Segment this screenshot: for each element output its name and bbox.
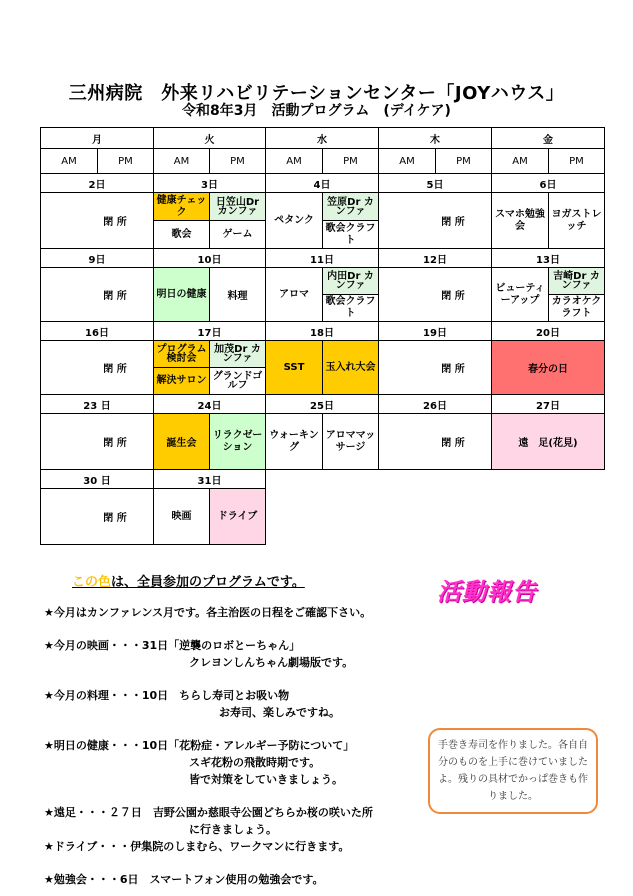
date-cell: 10日 (154, 249, 266, 268)
program-cell: アロママッサージ (323, 414, 379, 470)
note-line: ★今月の料理・・・10日 ちらし寿司とお吸い物 (44, 689, 290, 702)
program-cell: 玉入れ大会 (323, 341, 379, 395)
note-line: ★今月の映画・・・31日「逆襲のロボとーちゃん」 (44, 639, 301, 652)
program-cell: スマホ勉強会 (492, 193, 549, 249)
pm-label: PM (549, 149, 605, 174)
date-cell: 9日 (41, 249, 154, 268)
note-line: スギ花粉の飛散時期です。 (189, 756, 321, 769)
program-cell: アロマ (266, 268, 323, 322)
note-line: ★今月はカンファレンス月です。各主治医の日程をご確認下さい。 (44, 606, 372, 619)
holiday-cell: 春分の日 (492, 341, 605, 395)
page-subtitle: 令和8年3月 活動プログラム (デイケア) (182, 103, 451, 119)
program-cell: ドライブ (210, 489, 266, 545)
program-cell: プログラム検討会 (154, 341, 210, 368)
date-cell: 18日 (266, 322, 379, 341)
activity-calendar (40, 127, 605, 545)
conference-cell: 内田Dr カンファ (323, 268, 379, 295)
note-line: ★遠足・・・２７日 吉野公園か慈眼寺公園どちらか桜の咲いた所 (44, 806, 373, 819)
date-cell: 12日 (379, 249, 492, 268)
weekday-fri: 金 (492, 128, 605, 149)
date-cell: 30 日 (41, 470, 154, 489)
closed-cell: 閉 所 (41, 341, 154, 395)
date-cell: 24日 (154, 395, 266, 414)
note-line: お寿司、楽しみですね。 (219, 706, 340, 719)
date-cell: 6日 (492, 174, 605, 193)
note-line: ★勉強会・・・6日 スマートフォン使用の勉強会です。 (44, 873, 324, 886)
weekday-tue: 火 (154, 128, 266, 149)
program-cell: 歌会クラフト (323, 221, 379, 249)
closed-cell: 閉 所 (41, 193, 154, 249)
program-cell: 映画 (154, 489, 210, 545)
program-cell: 解決サロン (154, 368, 210, 395)
date-cell: 17日 (154, 322, 266, 341)
am-label: AM (154, 149, 210, 174)
date-cell: 26日 (379, 395, 492, 414)
note-line: 皆で対策をしていきましょう。 (189, 773, 343, 786)
weekday-mon: 月 (41, 128, 154, 149)
am-label: AM (41, 149, 98, 174)
date-cell: 23 日 (41, 395, 154, 414)
program-cell: 誕生会 (154, 414, 210, 470)
conference-cell: 笠原Dr カンファ (323, 193, 379, 221)
program-cell: ビューティーアップ (492, 268, 549, 322)
notes-section (44, 604, 373, 888)
date-cell: 20日 (492, 322, 605, 341)
excursion-cell: 遠 足(花見) (492, 414, 605, 470)
note-line: クレヨンしんちゃん劇場版です。 (189, 656, 354, 669)
date-cell: 31日 (154, 470, 266, 489)
program-cell: ヨガストレッチ (549, 193, 605, 249)
program-cell: カラオケクラフト (549, 295, 605, 322)
date-cell: 16日 (41, 322, 154, 341)
am-label: AM (266, 149, 323, 174)
conference-cell: 加茂Dr カンファ (210, 341, 266, 368)
closed-cell: 閉 所 (379, 268, 492, 322)
date-cell: 2日 (41, 174, 154, 193)
pm-label: PM (323, 149, 379, 174)
conference-cell: 吉崎Dr カンファ (549, 268, 605, 295)
closed-cell: 閉 所 (41, 268, 154, 322)
program-cell: ウォーキング (266, 414, 323, 470)
program-cell: グランドゴルフ (210, 368, 266, 395)
report-title: 活動報告 (437, 578, 537, 606)
closed-cell: 閉 所 (41, 414, 154, 470)
am-label: AM (379, 149, 436, 174)
note-line: ★ドライブ・・・伊集院のしまむら、ワークマンに行きます。 (44, 840, 350, 853)
date-cell: 3日 (154, 174, 266, 193)
legend-text: は、全員参加のプログラムです。 (111, 575, 305, 590)
date-cell: 5日 (379, 174, 492, 193)
date-cell: 11日 (266, 249, 379, 268)
note-line: に行きましょう。 (189, 823, 277, 836)
program-cell: 料理 (210, 268, 266, 322)
program-cell: 明日の健康 (154, 268, 210, 322)
closed-cell: 閉 所 (379, 341, 492, 395)
date-cell: 25日 (266, 395, 379, 414)
legend-highlight: この色 (72, 575, 112, 590)
program-cell: 歌会クラフト (323, 295, 379, 322)
pm-label: PM (436, 149, 492, 174)
date-cell: 13日 (492, 249, 605, 268)
program-cell: ペタンク (266, 193, 323, 249)
program-cell: ゲーム (210, 221, 266, 249)
pm-label: PM (210, 149, 266, 174)
date-cell: 27日 (492, 395, 605, 414)
program-cell: リラクゼーション (210, 414, 266, 470)
page-title: 三州病院 外来リハビリテーションセンター「JOYハウス」 (68, 83, 565, 104)
date-cell: 19日 (379, 322, 492, 341)
program-cell: SST (266, 341, 323, 395)
date-cell: 4日 (266, 174, 379, 193)
program-cell: 歌会 (154, 221, 210, 249)
weekday-wed: 水 (266, 128, 379, 149)
note-line: ★明日の健康・・・10日「花粉症・アレルギー予防について」 (44, 739, 355, 752)
weekday-thu: 木 (379, 128, 492, 149)
closed-cell: 閉 所 (379, 414, 492, 470)
pm-label: PM (98, 149, 154, 174)
color-legend (72, 571, 305, 590)
program-cell: 健康チェック (154, 193, 210, 221)
conference-cell: 日笠山Dr カンファ (210, 193, 266, 221)
am-label: AM (492, 149, 549, 174)
report-callout: 手巻き寿司を作りました。各自自分のものを上手に巻けていましたよ。残りの具材でかっぱ巻きも作りました。 (428, 728, 598, 814)
closed-cell: 閉 所 (379, 193, 492, 249)
closed-cell: 閉 所 (41, 489, 154, 545)
